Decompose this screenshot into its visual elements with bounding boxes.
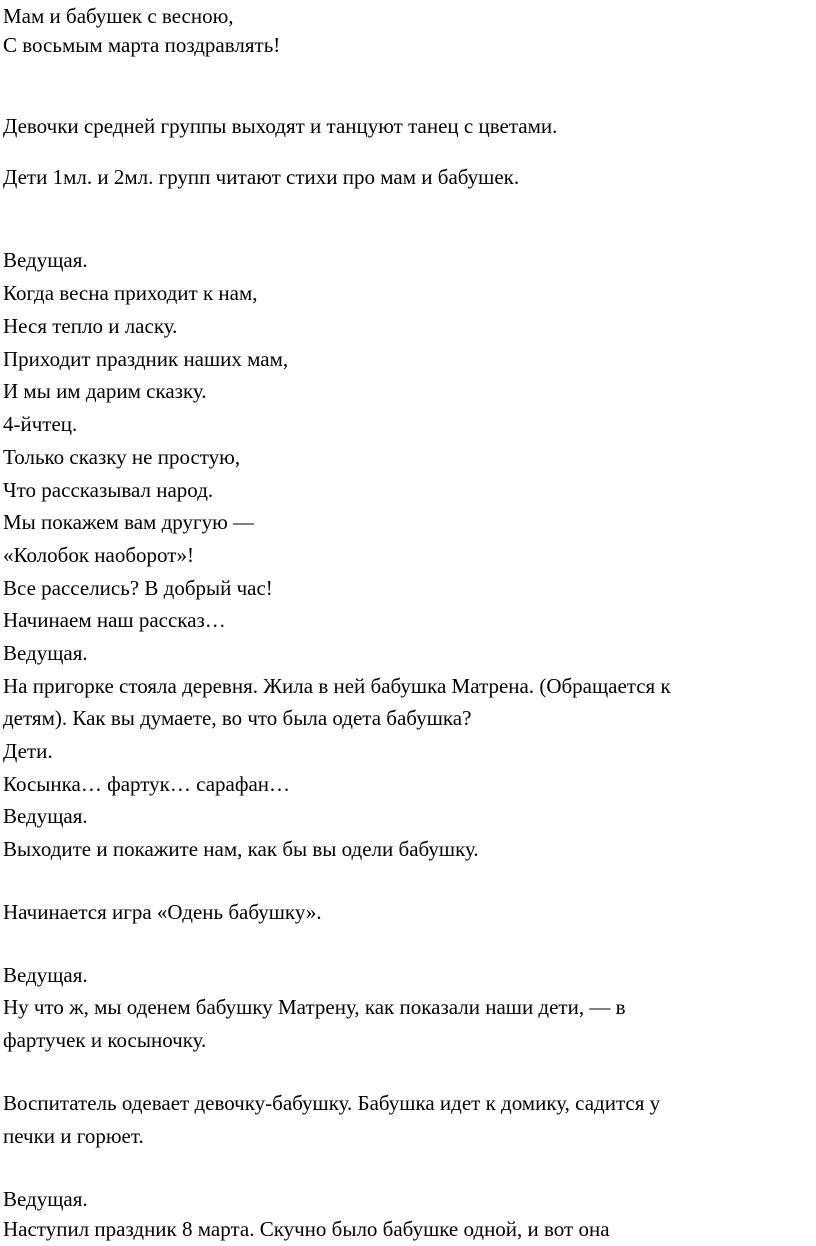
text-line: Ведущая. [3,1187,88,1211]
text-line: С восьмым марта поздравлять! [3,33,281,57]
text-line: Ведущая. [3,963,88,987]
text-line: Ведущая. [3,248,88,272]
text-line: Девочки средней группы выходят и танцуют танец с цветами. [3,114,558,138]
text-line: Приходит праздник наших мам, [3,347,289,371]
text-line: детям). Как вы думаете, во что была одета бабушка? [3,706,472,730]
text-line: На пригорке стояла деревня. Жила в ней бабушка Матрена. (Обращается к [3,674,671,698]
text-line: Ведущая. [3,641,88,665]
text-line: Только сказку не простую, [3,445,241,469]
text-line: Косынка… фартук… сарафан… [3,772,290,796]
text-line: фартучек и косыночку. [3,1028,207,1052]
text-line: Ведущая. [3,804,88,828]
text-line: Наступил праздник 8 марта. Скучно было бабушке одной, и вот она [3,1217,610,1241]
text-line: Что рассказывал народ. [3,478,214,502]
text-line: Дети 1мл. и 2мл. групп читают стихи про мам и бабушек. [3,165,520,189]
text-line: Мы покажем вам другую — [3,510,255,534]
text-line: Когда весна приходит к нам, [3,281,258,305]
text-line: Начинаем наш рассказ… [3,608,226,632]
text-line: Воспитатель одевает девочку-бабушку. Бабушка идет к домику, садится у [3,1091,661,1115]
text-line: «Колобок наоборот»! [3,543,194,567]
text-line: Выходите и покажите нам, как бы вы одели бабушку. [3,837,479,861]
text-line: печки и горюет. [3,1124,144,1148]
text-line: Ну что ж, мы оденем бабушку Матрену, как показали наши дети, — в [3,995,626,1019]
text-line: Начинается игра «Одень бабушку». [3,900,322,924]
text-line: Мам и бабушек с весною, [3,4,234,28]
text-line: Неся тепло и ласку. [3,314,178,338]
text-line: И мы им дарим сказку. [3,379,207,403]
text-line: Дети. [3,739,53,763]
text-line: 4-йчтец. [3,412,78,436]
text-line: Все расселись? В добрый час! [3,576,273,600]
